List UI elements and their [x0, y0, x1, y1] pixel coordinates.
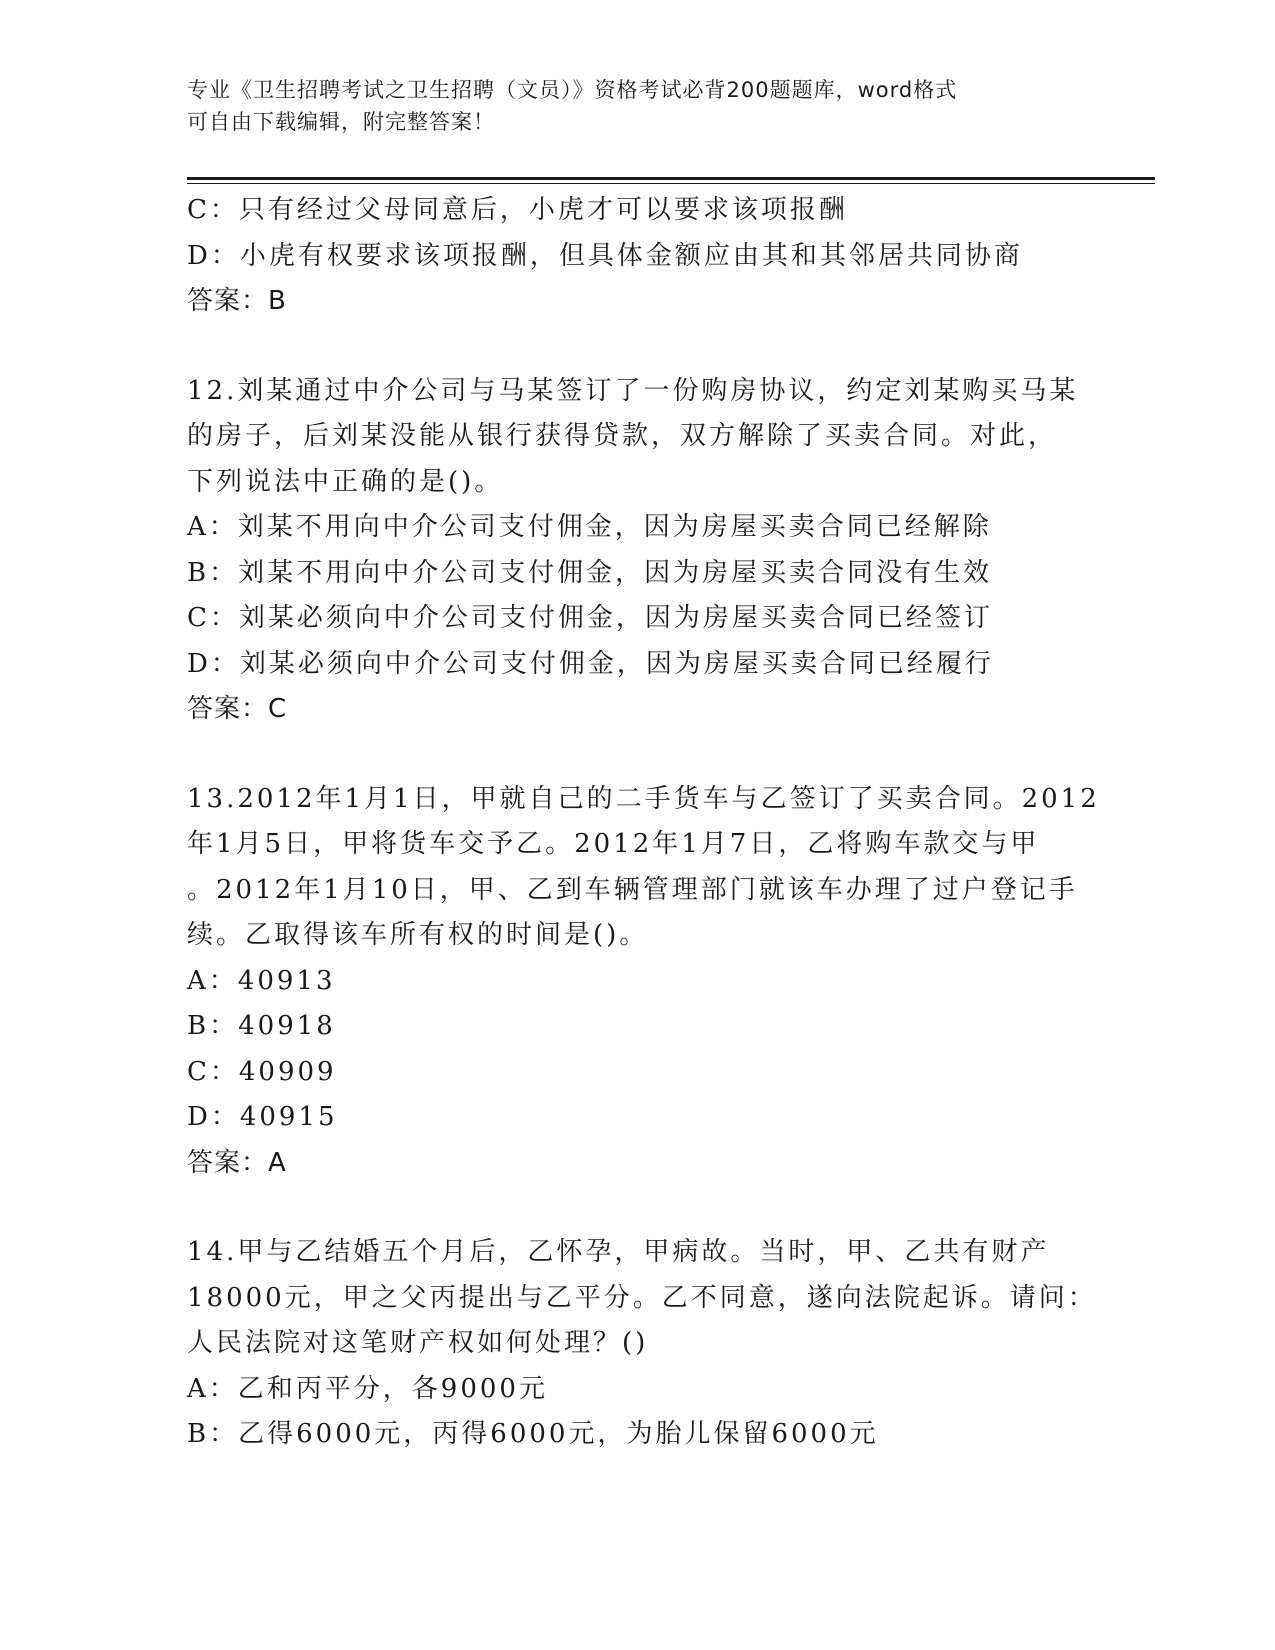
- option-c: C：刘某必须向中介公司支付佣金，因为房屋买卖合同已经签订: [187, 603, 993, 633]
- spacer: [187, 733, 1087, 777]
- question-13: [187, 777, 1100, 1187]
- answer-line: 答案：A: [187, 1147, 287, 1178]
- question-stem: 年1月5日，甲将货车交予乙。2012年1月7日，乙将购车款交与甲: [187, 829, 1040, 859]
- option-c: C：40909: [187, 1056, 337, 1087]
- option-d: D：40915: [187, 1102, 338, 1132]
- answer-line: 答案：C: [187, 694, 288, 724]
- question-stem: 人民法院对这笔财产权如何处理？(): [187, 1328, 649, 1358]
- option-a: A：乙和丙平分，各9000元: [187, 1373, 548, 1404]
- spacer: [187, 325, 1087, 369]
- header-divider-thick: [187, 177, 1155, 180]
- option-b: B：乙得6000元，丙得6000元，为胎儿保留6000元: [187, 1419, 879, 1449]
- option-c: C：只有经过父母同意后，小虎才可以要求该项报酬: [187, 195, 848, 225]
- header-title-line-2: 可自由下载编辑，附完整答案！: [187, 110, 495, 134]
- option-b: B：刘某不用向中介公司支付佣金，因为房屋买卖合同没有生效: [187, 557, 993, 588]
- question-stem: 的房子，后刘某没能从银行获得贷款，双方解除了买卖合同。对此，: [187, 421, 1058, 451]
- question-stem: 12.刘某通过中介公司与马某签订了一份购房协议，约定刘某购买马某: [187, 375, 1079, 406]
- option-a: A：刘某不用向中介公司支付佣金，因为房屋买卖合同已经解除: [187, 512, 992, 542]
- spacer: [187, 1186, 1087, 1230]
- previous-question-tail: [187, 188, 1087, 325]
- option-d: D：小虎有权要求该项报酬，但具体金额应由其和其邻居共同协商: [187, 240, 1023, 271]
- header-divider-thin: [187, 183, 1155, 184]
- question-stem: 续。乙取得该车所有权的时间是()。: [187, 920, 649, 950]
- header-title-line-1: 专业《卫生招聘考试之卫生招聘（文员）》资格考试必背200题题库，word格式: [187, 78, 958, 102]
- question-stem: 。2012年1月10日，甲、乙到车辆管理部门就该车办理了过户登记手: [187, 874, 1078, 905]
- question-stem: 18000元，甲之父丙提出与乙平分。乙不同意，遂向法院起诉。请问：: [187, 1282, 1097, 1313]
- question-list: [187, 188, 1100, 1458]
- option-a: A：40913: [187, 965, 336, 996]
- question-stem: 14.甲与乙结婚五个月后，乙怀孕，甲病故。当时，甲、乙共有财产: [187, 1237, 1050, 1267]
- question-12: [187, 369, 1087, 733]
- question-14: [187, 1230, 1097, 1458]
- question-stem: 13.2012年1月1日，甲就自己的二手货车与乙签订了买卖合同。2012: [187, 783, 1100, 814]
- option-b: B：40918: [187, 1011, 336, 1041]
- option-d: D：刘某必须向中介公司支付佣金，因为房屋买卖合同已经履行: [187, 648, 994, 679]
- answer-line: 答案：B: [187, 286, 287, 316]
- document-header: [187, 74, 1087, 138]
- question-stem: 下列说法中正确的是()。: [187, 466, 504, 497]
